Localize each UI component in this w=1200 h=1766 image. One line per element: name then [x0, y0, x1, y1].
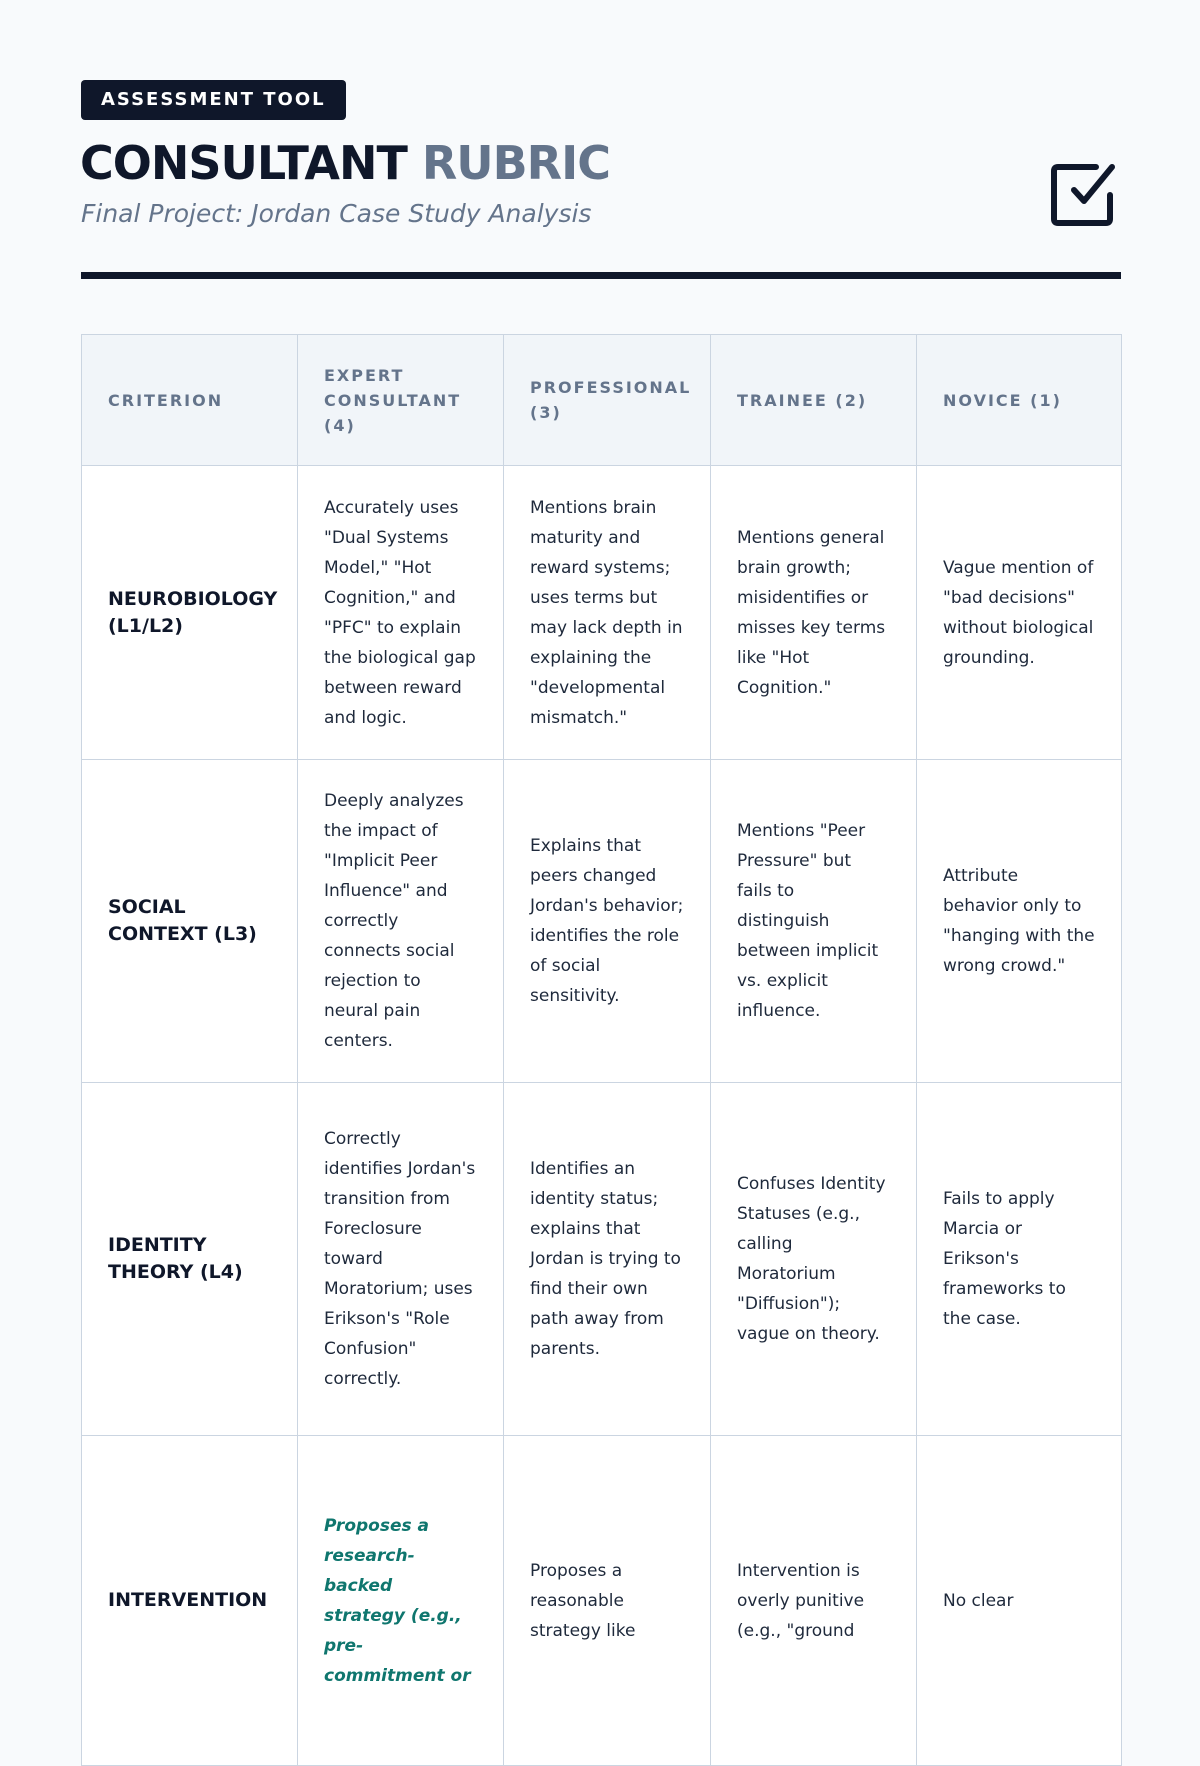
rubric-table — [81, 334, 1122, 1766]
title-part-2: RUBRIC — [421, 136, 610, 190]
header-divider — [81, 272, 1121, 279]
table-row — [82, 760, 1122, 1083]
novice-cell: Attribute behavior only to "hanging with the wrong crowd." — [917, 760, 1122, 1083]
professional-cell: Identifies an identity status; explains that Jordan is trying to find their own path away from parents. — [504, 1083, 711, 1436]
trainee-cell: Confuses Identity Statuses (e.g., calling Moratorium "Diffusion"); vague on theory. — [711, 1083, 917, 1436]
criterion-cell: INTERVENTION — [82, 1436, 298, 1766]
page-title — [80, 134, 610, 192]
criterion-cell: SOCIAL CONTEXT (L3) — [82, 760, 298, 1083]
criterion-cell: IDENTITY THEORY (L4) — [82, 1083, 298, 1436]
column-header-trainee: TRAINEE (2) — [711, 335, 917, 466]
novice-cell: Vague mention of "bad decisions" without biological grounding. — [917, 466, 1122, 760]
expert-cell: Accurately uses "Dual Systems Model," "Hot Cognition," and "PFC" to explain the biological gap between reward and logic. — [298, 466, 504, 760]
novice-cell: Fails to apply Marcia or Erikson's frameworks to the case. — [917, 1083, 1122, 1436]
table-row — [82, 466, 1122, 760]
header-row — [82, 335, 1122, 466]
table-row — [82, 1083, 1122, 1436]
page-subtitle: Final Project: Jordan Case Study Analysis — [81, 199, 592, 228]
professional-cell: Proposes a reasonable strategy like — [504, 1436, 711, 1766]
expert-cell: Deeply analyzes the impact of "Implicit Peer Influence" and correctly connects social rejection to neural pain centers. — [298, 760, 504, 1083]
professional-cell: Mentions brain maturity and reward systems; uses terms but may lack depth in explaining the "developmental mismatch." — [504, 466, 711, 760]
trainee-cell: Intervention is overly punitive (e.g., "ground — [711, 1436, 917, 1766]
expert-cell: Correctly identifies Jordan's transition from Foreclosure toward Moratorium; uses Erikson's "Role Confusion" correctly. — [298, 1083, 504, 1436]
column-header-novice: NOVICE (1) — [917, 335, 1122, 466]
checkbox-checked-icon — [1046, 157, 1118, 229]
table-row — [82, 1436, 1122, 1766]
assessment-tool-badge: ASSESSMENT TOOL — [81, 80, 346, 120]
criterion-cell: NEUROBIOLOGY (L1/L2) — [82, 466, 298, 760]
trainee-cell: Mentions general brain growth; misidentifies or misses key terms like "Hot Cognition." — [711, 466, 917, 760]
trainee-cell: Mentions "Peer Pressure" but fails to distinguish between implicit vs. explicit influence. — [711, 760, 917, 1083]
column-header-criterion: CRITERION — [82, 335, 298, 466]
column-header-expert: EXPERT CONSULTANT (4) — [298, 335, 504, 466]
column-header-professional: PROFESSIONAL (3) — [504, 335, 711, 466]
expert-cell-highlighted: Proposes a research-backed strategy (e.g., pre-commitment or — [298, 1436, 504, 1766]
novice-cell: No clear — [917, 1436, 1122, 1766]
professional-cell: Explains that peers changed Jordan's behavior; identifies the role of social sensitivity. — [504, 760, 711, 1083]
title-part-1: CONSULTANT — [80, 136, 407, 190]
